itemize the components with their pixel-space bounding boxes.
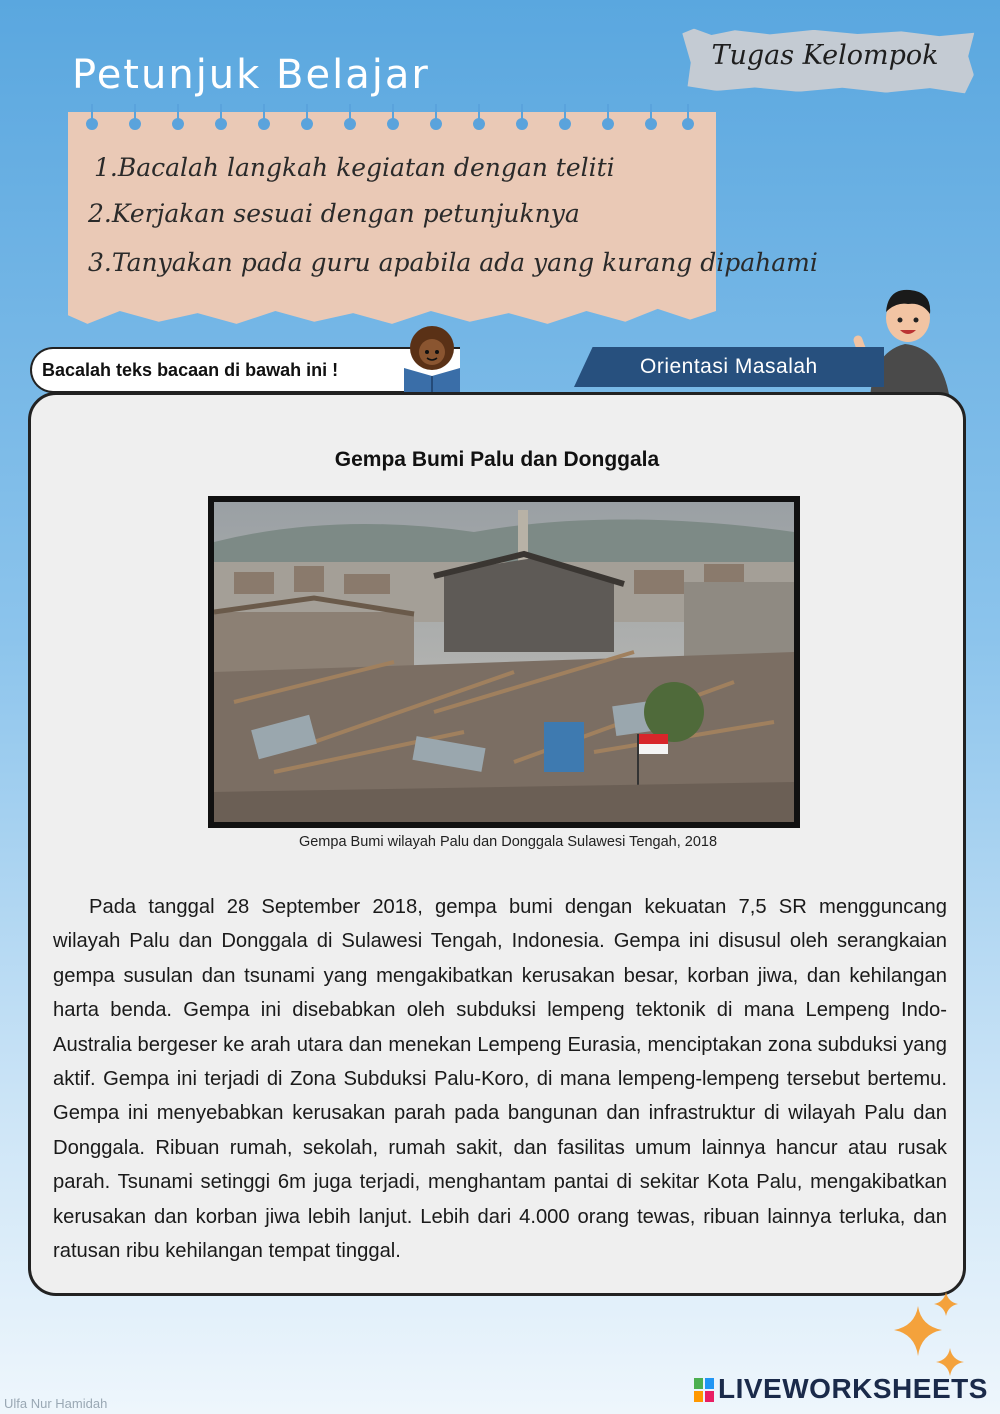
article-title: Gempa Bumi Palu dan Donggala — [334, 448, 660, 471]
instruction-item: 2.Kerjakan sesuai dengan petunjuknya — [88, 199, 580, 228]
section-banner-text: Orientasi Masalah — [640, 355, 818, 378]
sparkle-stars-icon — [890, 1290, 970, 1380]
read-prompt-text: Bacalah teks bacaan di bawah ini ! — [42, 360, 339, 380]
instruction-item: 1.Bacalah langkah kegiatan dengan teliti — [94, 153, 615, 182]
page-title: Petunjuk Belajar — [72, 52, 430, 98]
liveworksheets-brand[interactable]: LIVEWORKSHEETS — [718, 1373, 988, 1404]
group-task-label: Tugas Kelompok — [711, 40, 939, 71]
author-watermark: Ulfa Nur Hamidah — [4, 1396, 108, 1411]
instruction-item: 3.Tanyakan pada guru apabila ada yang kurang dipahami — [88, 248, 818, 277]
notepad-binding-holes — [86, 118, 696, 138]
earthquake-damage-photo — [214, 502, 794, 822]
liveworksheets-logo-icon — [694, 1378, 714, 1402]
article-body: Pada tanggal 28 September 2018, gempa bumi dengan kekuatan 7,5 SR mengguncang wilayah Palu dan Donggala di Sulawesi Tengah, Indonesia. Gempa ini disusul oleh serangkaian gempa susulan dan tsunami yang mengakibatkan kerusakan besar, korban jiwa, dan kehilangan harta benda. Gempa ini disebabkan oleh subduksi lempeng tektonik di mana Lempeng Indo-Australia bergeser ke arah utara dan menekan Lempeng Eurasia, menciptakan zona subduksi yang aktif. Gempa ini terjadi di Zona Subduksi Palu-Koro, di mana lempeng-lempeng tersebut bertemu. Gempa ini menyebabkan kerusakan parah pada bangunan dan infrastruktur di wilayah Palu dan Donggala. Ribuan rumah, sekolah, rumah sakit, dan fasilitas umum lainnya hancur atau rusak parah. Tsunami setinggi 6m juga terjadi, menghantam pantai di sekitar Kota Palu, mengakibatkan kerusakan dan korban jiwa lebih lanjut. Lebih dari 4.000 orang tewas, ribuan lainnya terluka, dan ratusan ribu kehilangan tempat tinggal. — [53, 896, 947, 1263]
image-caption: Gempa Bumi wilayah Palu dan Donggala Sulawesi Tengah, 2018 — [298, 834, 718, 850]
